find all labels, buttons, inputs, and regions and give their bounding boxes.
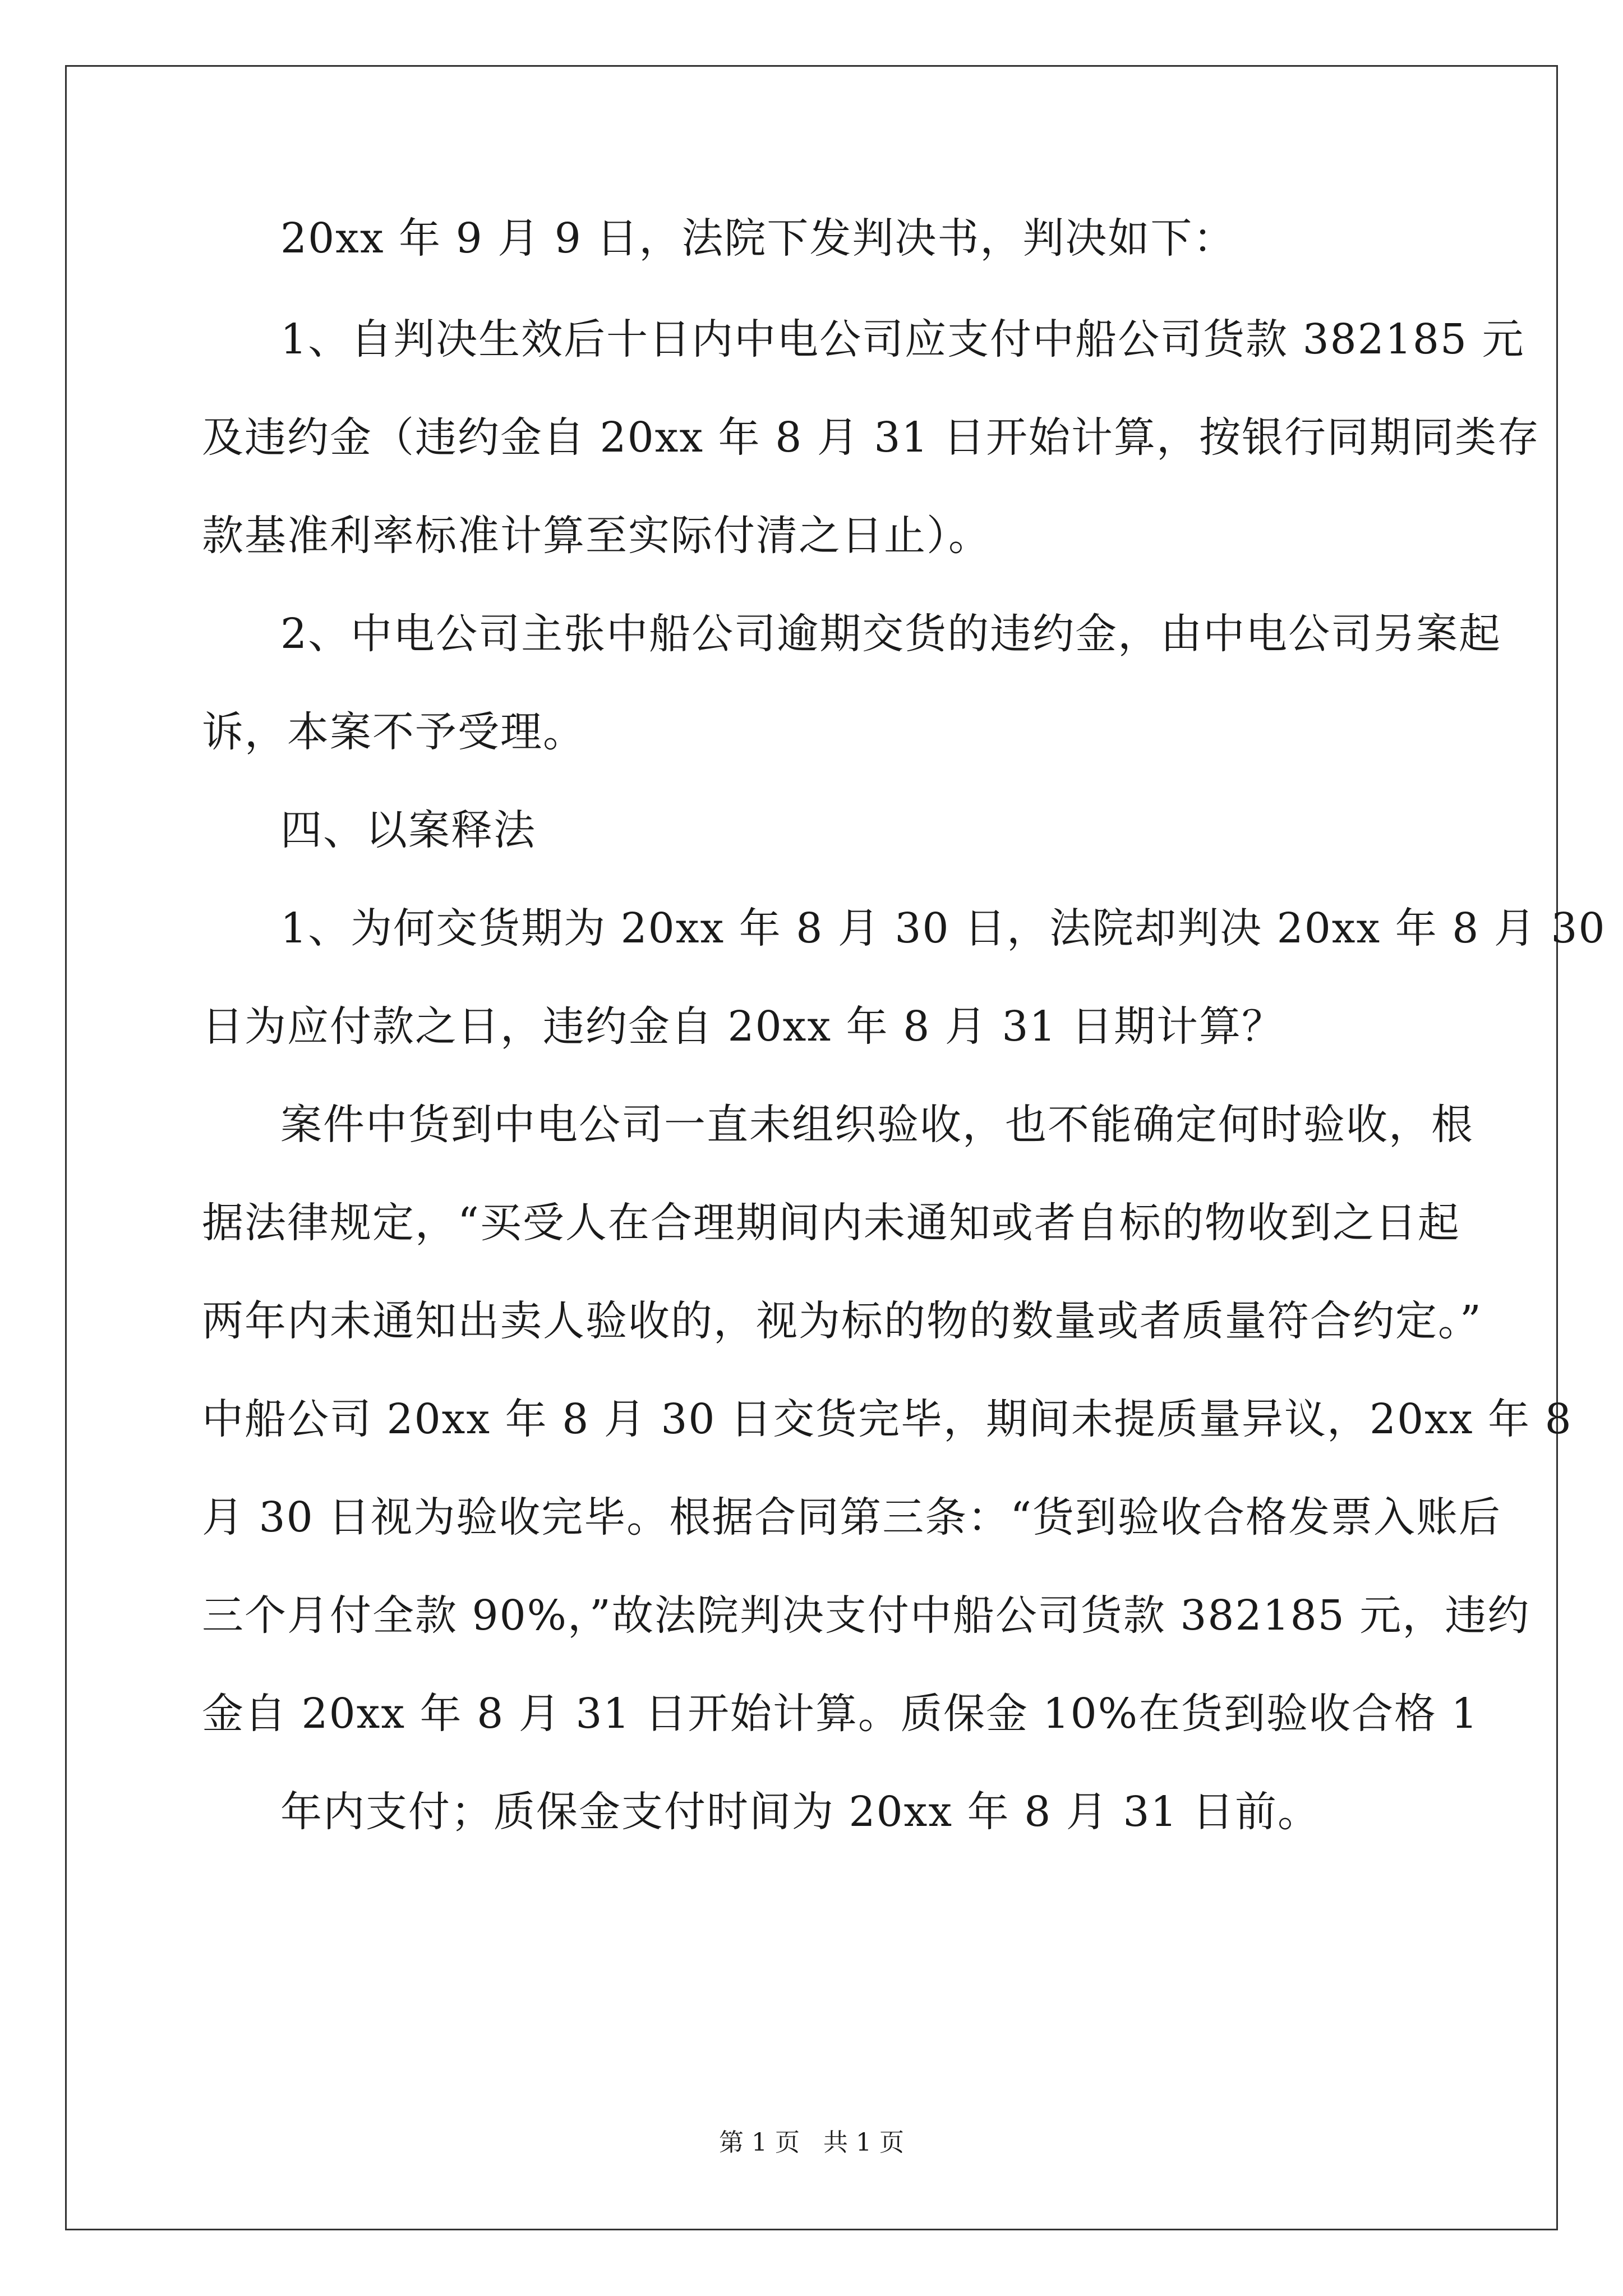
- paragraph-verdict-item-2-line-2: 诉，本案不予受理。: [202, 708, 585, 756]
- paragraph-verdict-item-2-line-1: 2、中电公司主张中船公司逾期交货的违约金，由中电公司另案起: [280, 610, 1502, 658]
- paragraph-verdict-item-1-line-3: 款基准利率标准计算至实际付清之日止）。: [202, 512, 991, 560]
- paragraph-answer-line-3: 两年内未通知出卖人验收的，视为标的物的数量或者质量符合约定。”: [202, 1297, 1482, 1345]
- paragraph-answer-line-4: 中船公司 20xx 年 8 月 30 日交货完毕，期间未提质量异议，20xx 年 8: [202, 1395, 1573, 1443]
- paragraph-question-line-1: 1、为何交货期为 20xx 年 8 月 30 日，法院却判决 20xx 年 8 月 30: [280, 904, 1606, 953]
- page-footer: 第 1 页 共 1 页: [719, 2128, 904, 2157]
- paragraph-final-line: 年内支付；质保金支付时间为 20xx 年 8 月 31 日前。: [280, 1788, 1321, 1836]
- paragraph-verdict-item-1-line-1: 1、自判决生效后十日内中电公司应支付中船公司货款 382185 元: [280, 315, 1525, 364]
- paragraph-answer-line-1: 案件中货到中电公司一直未组织验收，也不能确定何时验收，根: [280, 1101, 1474, 1149]
- paragraph-answer-line-7: 金自 20xx 年 8 月 31 日开始计算。质保金 10%在货到验收合格 1: [202, 1690, 1479, 1738]
- section-heading: 四、以案释法: [280, 806, 536, 854]
- paragraph-verdict-intro: 20xx 年 9 月 9 日，法院下发判决书，判决如下：: [280, 214, 1236, 263]
- paragraph-answer-line-5: 月 30 日视为验收完毕。根据合同第三条：“货到验收合格发票入账后: [202, 1493, 1502, 1542]
- paragraph-answer-line-6: 三个月付全款 90%，”故法院判决支付中船公司货款 382185 元，违约: [202, 1591, 1530, 1640]
- paragraph-question-line-2: 日为应付款之日，违约金自 20xx 年 8 月 31 日期计算？: [202, 1002, 1285, 1051]
- paragraph-answer-line-2: 据法律规定，“买受人在合理期间内未通知或者自标的物收到之日起: [202, 1199, 1460, 1247]
- paragraph-verdict-item-1-line-2: 及违约金（违约金自 20xx 年 8 月 31 日开始计算，按银行同期同类存: [202, 413, 1541, 462]
